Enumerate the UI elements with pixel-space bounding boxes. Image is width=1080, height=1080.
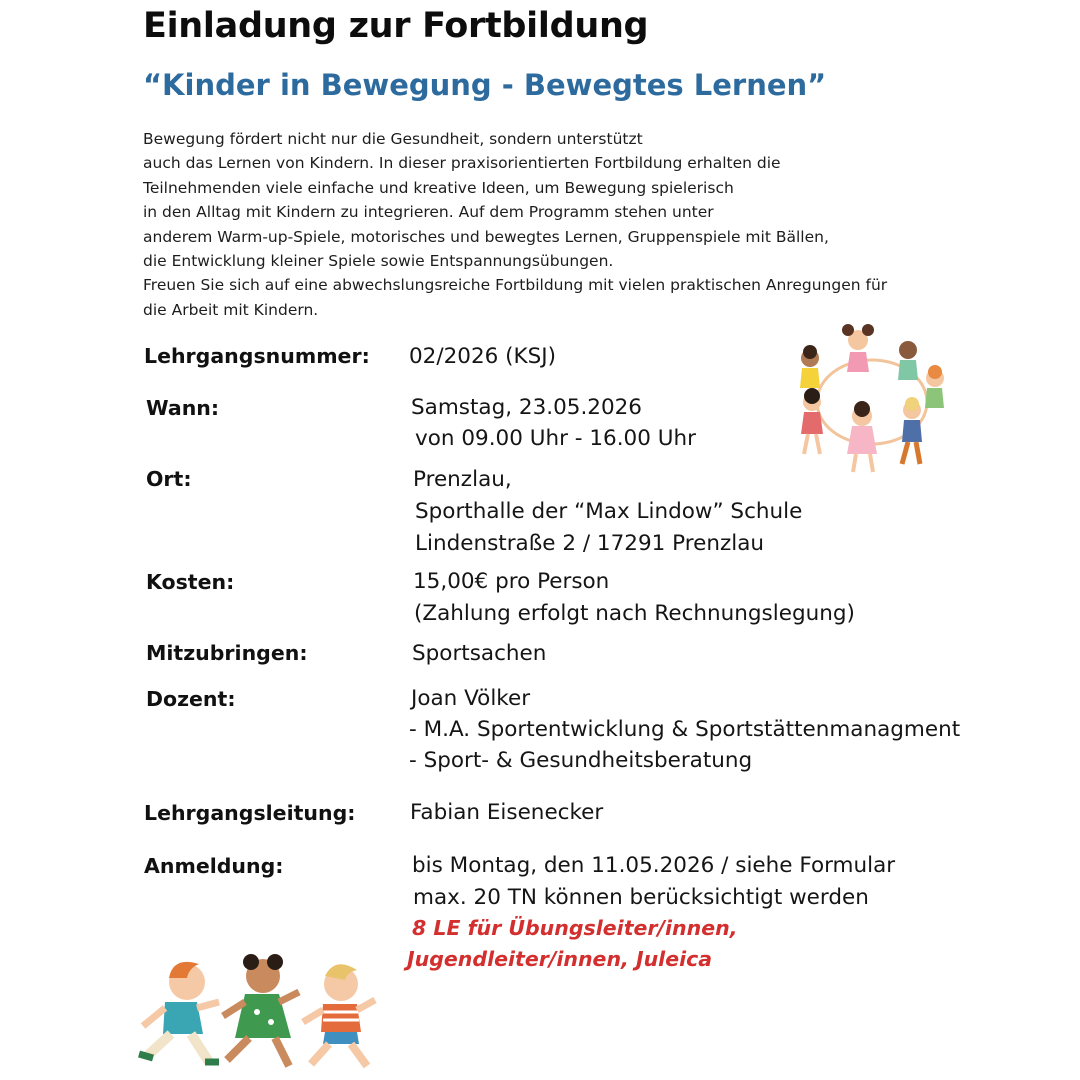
intro-line: Freuen Sie sich auf eine abwechslungsreiche Fortbildung mit vielen praktischen Anregungen für [143,276,888,295]
kosten-price: 15,00€ pro Person [413,569,610,594]
lehrgangsnummer-value: 02/2026 (KSJ) [409,344,557,369]
intro-line: auch das Lernen von Kindern. In dieser praxisorientierten Fortbildung erhalten die [143,154,781,173]
kosten-label: Kosten: [146,570,235,594]
anmeldung-note-1: 8 LE für Übungsleiter/innen, [412,916,738,940]
wann-time: von 09.00 Uhr - 16.00 Uhr [415,426,696,451]
anmeldung-label: Anmeldung: [144,854,284,878]
ort-city: Prenzlau, [413,467,512,492]
ort-address: Lindenstraße 2 / 17291 Prenzlau [415,531,765,556]
children-circle-icon [790,312,955,482]
lehrgangsnummer-label: Lehrgangsnummer: [144,344,370,368]
intro-line: in den Alltag mit Kindern zu integrieren. Auf dem Programm stehen unter [143,203,714,222]
intro-line: Bewegung fördert nicht nur die Gesundheit, sondern unterstützt [143,130,643,148]
intro-paragraph [143,127,983,322]
anmeldung-deadline: bis Montag, den 11.05.2026 / siehe Formular [412,853,896,878]
mitzubringen-value: Sportsachen [412,641,547,666]
kosten-payment: (Zahlung erfolgt nach Rechnungslegung) [414,601,855,626]
ort-venue: Sporthalle der “Max Lindow” Schule [415,499,803,524]
wann-date: Samstag, 23.05.2026 [411,395,642,420]
running-children-icon [125,950,385,1078]
intro-line: Teilnehmenden viele einfache und kreative Ideen, um Bewegung spielerisch [143,178,734,197]
dozent-qualification-1: - M.A. Sportentwicklung & Sportstättenmanagment [409,717,961,742]
mitzubringen-label: Mitzubringen: [146,641,308,665]
dozent-name: Joan Völker [411,686,531,711]
intro-line: anderem Warm-up-Spiele, motorisches und bewegtes Lernen, Gruppenspiele mit Bällen, [143,227,829,246]
anmeldung-note-2: Jugendleiter/innen, Juleica [407,947,713,971]
lehrgangsleitung-value: Fabian Eisenecker [410,800,604,825]
wann-label: Wann: [146,396,220,420]
lehrgangsleitung-label: Lehrgangsleitung: [144,801,356,825]
dozent-label: Dozent: [146,687,236,711]
ort-label: Ort: [146,467,192,491]
page-subtitle: “Kinder in Bewegung - Bewegtes Lernen” [143,68,827,102]
intro-line: die Entwicklung kleiner Spiele sowie Entspannungsübungen. [143,252,614,271]
page-title: Einladung zur Fortbildung [143,6,649,46]
dozent-qualification-2: - Sport- & Gesundheitsberatung [409,748,753,773]
anmeldung-capacity: max. 20 TN können berücksichtigt werden [413,885,869,910]
intro-line: die Arbeit mit Kindern. [143,300,319,319]
